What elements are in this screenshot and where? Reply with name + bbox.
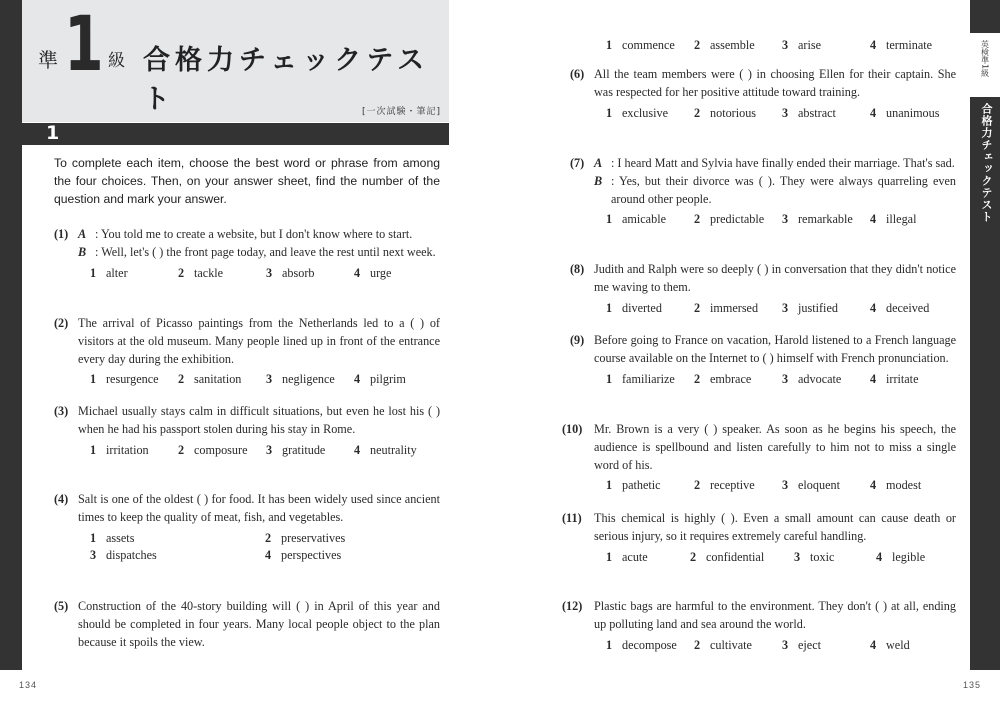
choice-4[interactable]: 4 urge (354, 265, 392, 280)
choice-3[interactable]: 3 eject (782, 637, 822, 652)
choice-2[interactable]: 2 assemble (694, 38, 755, 52)
grade-prefix: 準 (38, 48, 58, 72)
choice-4[interactable]: 4 unanimous (870, 105, 940, 120)
page-header (22, 0, 449, 122)
choice-1[interactable]: 1 exclusive (606, 105, 669, 120)
choice-2[interactable]: 2 tackle (178, 265, 224, 280)
choice-2[interactable]: 2 receptive (694, 478, 755, 493)
question-number: (11) (562, 511, 582, 525)
instructions: To complete each item, choose the best word or phrase from among the four choices. Then, on your answer sheet, find the number of the question and mark your answer. (54, 156, 440, 206)
choice-4[interactable]: 4 deceived (870, 300, 930, 315)
question-7 (570, 155, 956, 229)
choice-3[interactable]: 3 advocate (782, 371, 842, 386)
question-text: Mr. Brown is a very ( ) speaker. As soon as he begins his speech, the audience is spellbound and listen carefully to him not to miss a single word of his. (594, 422, 956, 472)
question-3 (54, 403, 440, 459)
question-number: (7) (570, 156, 585, 170)
choice-1[interactable]: 1 assets (90, 530, 135, 545)
choice-4[interactable]: 4 pilgrim (354, 372, 406, 387)
exam-subtitle: [一次試験・筆記] (361, 107, 441, 117)
choice-1[interactable]: 1 pathetic (606, 478, 661, 493)
choice-1[interactable]: 1 amicable (606, 212, 666, 227)
question-9 (570, 332, 956, 388)
question-4 (54, 491, 440, 565)
choice-2[interactable]: 2 sanitation (178, 372, 242, 387)
choice-2[interactable]: 2 composure (178, 442, 248, 457)
grade-suffix: 級 (108, 51, 125, 71)
choices (606, 211, 956, 229)
side-tab-title: 合格力チェックテスト (980, 103, 993, 223)
choice-4[interactable]: 4 weld (870, 637, 910, 652)
question-11 (562, 510, 956, 566)
choices (90, 265, 440, 283)
left-edge-bar (0, 0, 22, 670)
question-number: (9) (570, 333, 585, 347)
page-number-left: 134 (19, 680, 38, 690)
section-number: 1 (46, 122, 60, 144)
question-text: Judith and Ralph were so deeply ( ) in conversation that they didn't notice me waving to them. (594, 262, 956, 294)
choice-3[interactable]: 3 eloquent (782, 478, 840, 493)
choices (606, 371, 956, 389)
question-10 (562, 421, 956, 495)
choice-4[interactable]: 4 neutrality (354, 442, 417, 457)
question-text: All the team members were ( ) in choosing Ellen for their captain. She was respected for her positive attitude toward training. (594, 67, 956, 99)
question-text: The arrival of Picasso paintings from the Netherlands led to a ( ) of visitors at the old museum. Many people lined up in front of the entrance every day during the exhibition. (78, 316, 440, 366)
choice-2[interactable]: 2 immersed (694, 300, 759, 315)
question-number: (3) (54, 404, 69, 418)
choice-4[interactable]: 4 illegal (870, 212, 917, 227)
question-5-choices (570, 34, 956, 55)
question-text: Construction of the 40-story building will ( ) in April of this year and should be completed in four years. Many local people object to the plan because it spoils the view. (78, 599, 440, 649)
choice-3[interactable]: 3 arise (782, 38, 822, 52)
page-number-right: 135 (963, 680, 982, 690)
question-number: (4) (54, 492, 69, 506)
choice-1[interactable]: 1 decompose (606, 637, 677, 652)
question-text: Salt is one of the oldest ( ) for food. It has been widely used since ancient times to keep the quality of meat, fish, and vegetables. (78, 492, 440, 524)
side-tab-section (970, 97, 1000, 670)
choices (606, 37, 956, 55)
choice-3[interactable]: 3 dispatches (90, 548, 157, 563)
question-number: (10) (562, 422, 583, 436)
question-number: (8) (570, 262, 585, 276)
choice-1[interactable]: 1 commence (606, 38, 675, 52)
question-number: (5) (54, 599, 69, 613)
question-number: (1) (54, 227, 69, 241)
question-2 (54, 315, 440, 389)
choices (90, 371, 440, 389)
side-tab-top (970, 0, 1000, 33)
choice-4[interactable]: 4 perspectives (265, 548, 342, 563)
question-1 (54, 226, 440, 282)
choice-3[interactable]: 3 gratitude (266, 442, 326, 457)
question-number: (6) (570, 67, 585, 81)
choice-2[interactable]: 2 notorious (694, 105, 757, 120)
choice-4[interactable]: 4 legible (876, 549, 926, 564)
section-header (22, 123, 449, 145)
choice-2[interactable]: 2 embrace (694, 371, 752, 386)
choice-4[interactable]: 4 irritate (870, 371, 919, 386)
dialog-line-a: A : You told me to create a website, but I don't know where to start. (78, 227, 413, 241)
choices (90, 442, 440, 460)
choice-2[interactable]: 2 confidential (690, 549, 765, 564)
choice-2[interactable]: 2 preservatives (265, 530, 346, 545)
choice-3[interactable]: 3 absorb (266, 265, 315, 280)
choice-1[interactable]: 1 irritation (90, 442, 149, 457)
dialog-line-a: A : I heard Matt and Sylvia have finally ended their marriage. That's sad. (594, 156, 955, 170)
choice-3[interactable]: 3 abstract (782, 105, 836, 120)
question-number: (2) (54, 316, 69, 330)
choices (606, 477, 956, 495)
page-title: 合格力チェックテスト (143, 45, 430, 115)
choices (90, 530, 440, 566)
choice-4[interactable]: 4 terminate (870, 38, 933, 52)
choices (606, 300, 956, 318)
question-text: Plastic bags are harmful to the environment. They don't ( ) at all, ending up polluting land and sea around the world. (594, 599, 956, 631)
choices (606, 637, 956, 655)
choice-3[interactable]: 3 negligence (266, 372, 335, 387)
choice-2[interactable]: 2 cultivate (694, 637, 752, 652)
dialog-line-b: B : Yes, but their divorce was ( ). They were always quarreling even around other people. (594, 173, 956, 206)
grade-number: 1 (64, 0, 104, 88)
question-text: Michael usually stays calm in difficult situations, but even he lost his ( ) when he had his passport stolen during his stay in Rome. (78, 404, 440, 436)
question-12 (562, 598, 956, 654)
choice-1[interactable]: 1 alter (90, 265, 128, 280)
choice-4[interactable]: 4 modest (870, 478, 922, 493)
dialog-line-b: B : Well, let's ( ) the front page today, and leave the rest until next week. (78, 244, 436, 259)
question-8 (570, 261, 956, 317)
choice-1[interactable]: 1 familiarize (606, 371, 675, 386)
choice-3[interactable]: 3 remarkable (782, 212, 853, 227)
question-6 (570, 66, 956, 122)
choice-2[interactable]: 2 predictable (694, 212, 765, 227)
choices (606, 105, 956, 123)
choice-3[interactable]: 3 toxic (794, 549, 835, 564)
question-5 (54, 598, 440, 651)
choices (606, 549, 956, 567)
question-text: Before going to France on vacation, Harold listened to a French language course available on the Internet to ( ) himself with French pronunciation. (594, 333, 956, 365)
question-number: (12) (562, 599, 583, 613)
choice-1[interactable]: 1 diverted (606, 300, 662, 315)
question-text: This chemical is highly ( ). Even a small amount can cause death or serious injury, so it requires extremely careful handling. (594, 511, 956, 543)
side-tab-grade-label: 英検準1級 (980, 40, 990, 78)
choice-3[interactable]: 3 justified (782, 300, 838, 315)
choice-1[interactable]: 1 resurgence (90, 372, 159, 387)
choice-1[interactable]: 1 acute (606, 549, 648, 564)
